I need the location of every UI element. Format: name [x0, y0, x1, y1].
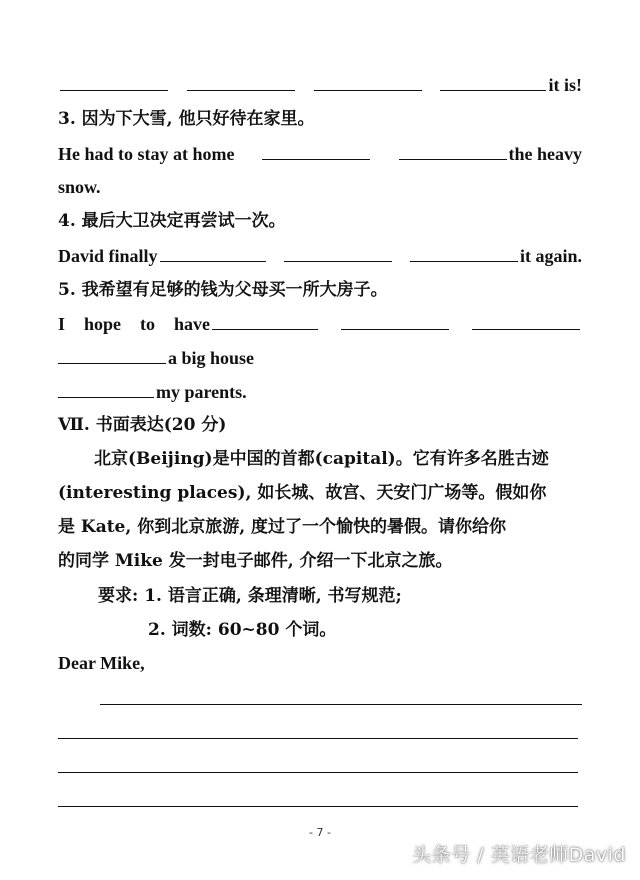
q5-word: have: [173, 314, 210, 334]
q3-answer-line: [58, 141, 582, 167]
q3-sentence-end: the heavy: [508, 144, 582, 164]
answer-blank[interactable]: [212, 311, 318, 330]
q3-sentence-cont: snow.: [58, 177, 101, 197]
q4-prompt: 4. 最后大卫决定再尝试一次。: [58, 211, 286, 231]
q5-answer-line-1: [58, 311, 582, 337]
q5-sentence-end: my parents.: [156, 382, 247, 402]
prompt-paragraph-line: (interesting places), 如长城、故宫、天安门广场等。假如你: [58, 483, 547, 503]
q5-word: hope: [84, 314, 122, 334]
answer-blank[interactable]: [284, 243, 392, 262]
answer-blank[interactable]: [314, 72, 422, 91]
answer-blank[interactable]: [58, 379, 154, 398]
q4-answer-line: [58, 243, 582, 269]
prompt-paragraph-line: 是 Kate, 你到北京旅游, 度过了一个愉快的暑假。请你给你: [58, 517, 507, 537]
q5-word: I: [58, 314, 66, 334]
answer-blank[interactable]: [60, 72, 168, 91]
q2-sentence-end: it is!: [548, 75, 582, 95]
requirement-1: 要求: 1. 语言正确, 条理清晰, 书写规范;: [98, 586, 402, 606]
prompt-paragraph-line: 北京(Beijing)是中国的首都(capital)。它有许多名胜古迹: [94, 449, 549, 469]
section-heading: Ⅶ. 书面表达(20 分): [58, 415, 227, 435]
q2-answer-line: [58, 72, 582, 98]
q5-answer-line-2: [58, 345, 582, 371]
q4-sentence-end: it again.: [519, 246, 582, 266]
answer-blank[interactable]: [160, 243, 266, 262]
prompt-paragraph-line: 的同学 Mike 发一封电子邮件, 介绍一下北京之旅。: [58, 551, 453, 571]
writing-line[interactable]: [58, 738, 578, 739]
requirement-2: 2. 词数: 60~80 个词。: [148, 620, 337, 640]
q5-answer-line-3: [58, 379, 582, 405]
letter-salutation: Dear Mike,: [58, 653, 145, 673]
q4-sentence-start: David finally: [58, 246, 158, 266]
answer-blank[interactable]: [472, 311, 580, 330]
page-number: - 7 -: [309, 826, 331, 839]
answer-blank[interactable]: [262, 141, 370, 160]
q3-sentence-start: He had to stay at home: [58, 144, 235, 164]
answer-blank[interactable]: [187, 72, 295, 91]
answer-blank[interactable]: [58, 345, 166, 364]
writing-line[interactable]: [100, 704, 582, 705]
q5-word: to: [140, 314, 155, 334]
answer-blank[interactable]: [440, 72, 546, 91]
answer-blank[interactable]: [341, 311, 449, 330]
q5-prompt: 5. 我希望有足够的钱为父母买一所大房子。: [58, 280, 388, 300]
watermark: 头条号 / 英语老师David: [412, 844, 626, 866]
answer-blank[interactable]: [410, 243, 518, 262]
q3-prompt: 3. 因为下大雪, 他只好待在家里。: [58, 109, 315, 129]
answer-blank[interactable]: [399, 141, 507, 160]
q5-sentence-mid: a big house: [168, 348, 255, 368]
writing-line[interactable]: [58, 772, 578, 773]
writing-line[interactable]: [58, 806, 578, 807]
